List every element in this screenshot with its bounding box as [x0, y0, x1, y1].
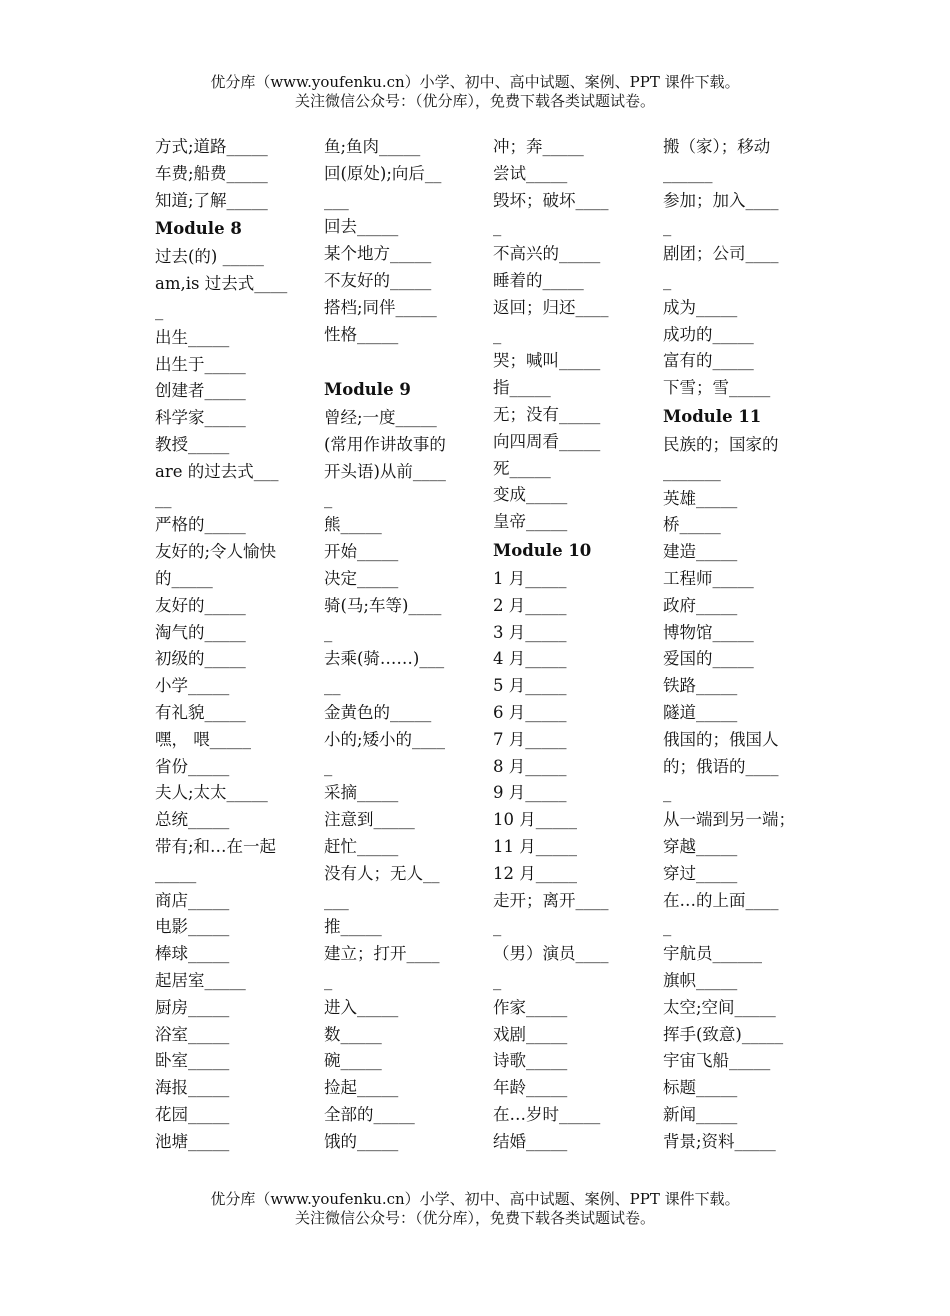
vocab-entry: 新闻_____ [663, 1104, 738, 1124]
vocab-entry: 浴室_____ [155, 1024, 230, 1044]
vocab-entry: _______ [663, 461, 721, 481]
vocab-entry: 教授_____ [155, 434, 230, 454]
vocab-entry: 返回；归还____ [493, 297, 609, 317]
vocab-entry: 死_____ [493, 458, 551, 478]
vocab-entry: 工程师_____ [663, 568, 754, 588]
vocab-entry: 某个地方_____ [324, 244, 432, 264]
vocab-entry: 回(原处);向后__ [324, 163, 442, 183]
vocab-entry: 骑(马;车等)____ [324, 595, 442, 615]
blank-line [324, 348, 464, 375]
module-heading: Module 11 [663, 406, 762, 426]
vocab-entry: 英雄_____ [663, 488, 738, 508]
vocab-entry: 夫人;太太_____ [155, 783, 268, 803]
vocab-entry: _ [663, 270, 672, 290]
vocab-entry: 友好的;令人愉快 [155, 542, 277, 562]
vocab-entry: 7 月_____ [493, 729, 567, 749]
vocab-entry: 4 月_____ [493, 649, 567, 669]
vocab-entry: 厨房_____ [155, 997, 230, 1017]
vocab-entry: 下雪；雪_____ [663, 378, 771, 398]
vocab-entry: 没有人；无人__ [324, 863, 440, 883]
vocab-entry: 建造_____ [663, 542, 738, 562]
vocab-entry: _____ [155, 863, 197, 883]
vocab-entry: 建立；打开____ [324, 944, 440, 964]
vocab-entry: ___ [324, 890, 349, 910]
vocab-column-1 [155, 134, 295, 1155]
vocab-entry: 铁路_____ [663, 676, 738, 696]
vocab-entry: 友好的_____ [155, 595, 246, 615]
vocab-entry: _ [493, 324, 502, 344]
vocab-entry: 10 月_____ [493, 810, 577, 830]
vocab-entry: 宇宙飞船_____ [663, 1051, 771, 1071]
vocab-entry: 从一端到另一端； [663, 810, 795, 830]
vocab-entry: are 的过去式___ [155, 461, 279, 481]
vocab-entry: 科学家_____ [155, 408, 246, 428]
vocab-entry: 太空;空间_____ [663, 997, 776, 1017]
vocab-entry: 11 月_____ [493, 836, 577, 856]
vocab-entry: 俄国的；俄国人 [663, 729, 779, 749]
vocab-entry: 走开；离开____ [493, 890, 609, 910]
vocab-entry: 5 月_____ [493, 676, 567, 696]
vocab-entry: 碗_____ [324, 1051, 382, 1071]
vocab-entry: __ [155, 488, 172, 508]
vocab-entry: 结婚_____ [493, 1131, 568, 1151]
vocab-entry: 知道;了解_____ [155, 190, 268, 210]
vocab-entry: （男）演员____ [493, 944, 609, 964]
vocab-entry: 冲；奔_____ [493, 137, 584, 156]
vocab-entry: 海报_____ [155, 1078, 230, 1098]
vocab-column-3 [493, 134, 633, 1155]
vocab-entry: 小的;矮小的____ [324, 729, 446, 749]
vocab-entry: 搭档;同伴_____ [324, 297, 437, 317]
vocab-entry: 不高兴的_____ [493, 244, 601, 264]
vocab-entry: 爱国的_____ [663, 649, 754, 669]
vocab-entry: 剧团；公司____ [663, 244, 779, 264]
vocab-entry: 决定_____ [324, 568, 399, 588]
vocab-entry: 方式;道路_____ [155, 137, 268, 156]
page-header [0, 73, 950, 111]
module-heading: Module 10 [493, 540, 592, 560]
vocab-entry: 皇帝_____ [493, 512, 568, 532]
page-footer [0, 1190, 950, 1228]
vocab-entry: 严格的_____ [155, 515, 246, 535]
vocab-entry: 12 月_____ [493, 863, 577, 883]
vocab-entry: _ [324, 488, 333, 508]
vocab-entry: 戏剧_____ [493, 1024, 568, 1044]
vocab-entry: 政府_____ [663, 595, 738, 615]
vocab-entry: 9 月_____ [493, 783, 567, 803]
vocab-entry: 过去(的) _____ [155, 247, 264, 267]
vocab-entry: 出生_____ [155, 327, 230, 347]
vocab-entry: 的_____ [155, 568, 213, 588]
vocab-entry: 民族的；国家的 [663, 434, 779, 454]
vocab-column-4 [663, 134, 803, 1155]
vocab-entry: 向四周看_____ [493, 431, 601, 451]
vocab-entry: 进入_____ [324, 997, 399, 1017]
vocab-entry: 旗帜_____ [663, 970, 738, 990]
vocab-entry: 带有;和…在一起 [155, 836, 277, 856]
vocab-entry: 诗歌_____ [493, 1051, 568, 1071]
vocab-entry: 桥_____ [663, 515, 721, 535]
vocab-entry: 推_____ [324, 917, 382, 937]
vocab-entry: 起居室_____ [155, 970, 246, 990]
vocab-entry: 出生于_____ [155, 354, 246, 374]
vocab-entry: 作家_____ [493, 997, 568, 1017]
vocab-entry: 的；俄语的____ [663, 756, 779, 776]
vocab-entry: ______ [663, 163, 713, 183]
vocab-entry: 开始_____ [324, 542, 399, 562]
vocab-column-2 [324, 134, 464, 1155]
vocab-entry: 性格_____ [324, 324, 399, 344]
vocab-entry: _ [324, 756, 333, 776]
vocab-entry: 创建者_____ [155, 381, 246, 401]
vocab-entry: _ [493, 917, 502, 937]
vocab-entry: 小学_____ [155, 676, 230, 696]
vocab-entry: 挥手(致意)_____ [663, 1024, 784, 1044]
vocab-entry: 全部的_____ [324, 1104, 415, 1124]
vocab-entry: _ [324, 622, 333, 642]
vocab-entry: 背景;资料_____ [663, 1131, 776, 1151]
vocab-entry: 变成_____ [493, 485, 568, 505]
vocab-entry: 开头语)从前____ [324, 461, 446, 481]
vocab-entry: _ [324, 970, 333, 990]
vocab-entry: 省份_____ [155, 756, 230, 776]
footer-line-2: 关注微信公众号：（优分库），免费下载各类试题试卷。 [294, 1209, 655, 1227]
vocab-entry: 有礼貌_____ [155, 702, 246, 722]
vocab-entry: 穿越_____ [663, 836, 738, 856]
vocab-entry: 2 月_____ [493, 595, 567, 615]
vocab-entry: 鱼;鱼肉_____ [324, 137, 421, 156]
vocab-entry: ___ [324, 190, 349, 210]
vocab-entry: 指_____ [493, 378, 551, 398]
vocab-entry: 参加；加入____ [663, 190, 779, 210]
vocab-entry: 尝试_____ [493, 163, 568, 183]
vocab-entry: 在…岁时_____ [493, 1104, 601, 1124]
vocab-entry: 搬（家）；移动 [663, 137, 771, 156]
vocab-entry: 博物馆_____ [663, 622, 754, 642]
vocab-entry: 标题_____ [663, 1078, 738, 1098]
vocab-entry: 卧室_____ [155, 1051, 230, 1071]
vocab-entry: 采摘_____ [324, 783, 399, 803]
vocab-entry: __ [324, 676, 341, 696]
vocab-entry: 数_____ [324, 1024, 382, 1044]
vocab-entry: _ [155, 300, 164, 320]
vocab-entry: 熊_____ [324, 515, 382, 535]
vocab-entry: 金黄色的_____ [324, 702, 432, 722]
vocab-entry: 成功的_____ [663, 324, 754, 344]
vocab-entry: 去乘(骑……)___ [324, 649, 445, 669]
vocab-entry: 初级的_____ [155, 649, 246, 669]
vocab-entry: 在…的上面____ [663, 890, 779, 910]
vocab-entry: 隧道_____ [663, 702, 738, 722]
vocab-entry: 淘气的_____ [155, 622, 246, 642]
vocab-entry: 捡起_____ [324, 1078, 399, 1098]
vocab-entry: 花园_____ [155, 1104, 230, 1124]
vocab-entry: 毁坏；破坏____ [493, 190, 609, 210]
vocab-entry: _ [493, 970, 502, 990]
vocab-entry: 棒球_____ [155, 944, 230, 964]
header-line-1: 优分库（www.youfenku.cn）小学、初中、高中试题、案例、PPT 课件下载。 [210, 73, 740, 91]
vocab-entry: 不友好的_____ [324, 270, 432, 290]
vocab-entry: _ [663, 917, 672, 937]
vocab-entry: 池塘_____ [155, 1131, 230, 1151]
vocab-entry: 无；没有_____ [493, 404, 601, 424]
vocab-entry: 1 月_____ [493, 568, 567, 588]
module-heading: Module 8 [155, 219, 242, 239]
vocab-entry: 电影_____ [155, 917, 230, 937]
header-line-2: 关注微信公众号：（优分库），免费下载各类试题试卷。 [294, 92, 655, 110]
vocab-entry: 车费;船费_____ [155, 163, 268, 183]
vocab-entry: 嘿， 喂_____ [155, 729, 251, 749]
vocab-entry: am,is 过去式____ [155, 274, 288, 294]
vocab-entry: 3 月_____ [493, 622, 567, 642]
vocab-entry: 哭；喊叫_____ [493, 351, 601, 371]
vocab-entry: 宇航员______ [663, 944, 762, 964]
vocab-entry: (常用作讲故事的 [324, 434, 446, 454]
vocab-entry: _ [493, 217, 502, 237]
vocab-entry: 赶忙_____ [324, 836, 399, 856]
vocab-entry: 富有的_____ [663, 351, 754, 371]
vocab-entry: _ [663, 217, 672, 237]
module-heading: Module 9 [324, 380, 411, 400]
vocab-entry: 穿过_____ [663, 863, 738, 883]
vocab-entry: 注意到_____ [324, 810, 415, 830]
vocab-entry: 商店_____ [155, 890, 230, 910]
vocab-entry: 总统_____ [155, 810, 230, 830]
footer-line-1: 优分库（www.youfenku.cn）小学、初中、高中试题、案例、PPT 课件下载。 [210, 1190, 740, 1208]
vocab-entry: 年龄_____ [493, 1078, 568, 1098]
vocab-entry: 回去_____ [324, 217, 399, 237]
vocab-entry: 睡着的_____ [493, 270, 584, 290]
vocab-entry: 曾经;一度_____ [324, 408, 437, 428]
vocab-entry: 8 月_____ [493, 756, 567, 776]
vocab-entry: 饿的_____ [324, 1131, 399, 1151]
vocab-entry: 6 月_____ [493, 702, 567, 722]
vocab-entry: _ [663, 783, 672, 803]
vocab-entry: 成为_____ [663, 297, 738, 317]
